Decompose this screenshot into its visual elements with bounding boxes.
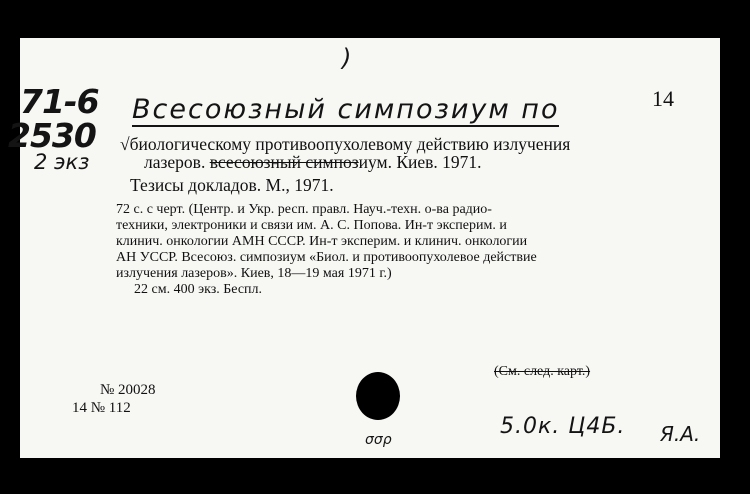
record-number-secondary: 14 № 112: [72, 400, 131, 416]
description-line2: техники, электроники и связи им. А. С. Попова. Ин-т эксперим. и: [116, 218, 507, 233]
shelf-mark-line1: 71-6: [20, 82, 99, 121]
catalog-card: [8, 38, 720, 458]
description-line1: 72 с. с черт. (Центр. и Укр. респ. правл. Науч.-техн. о-ва радио-: [116, 202, 492, 217]
title-line3: Тезисы докладов. М., 1971.: [130, 175, 334, 195]
description-line5: излучения лазеров». Киев, 18—19 мая 1971 г.): [116, 266, 392, 281]
shelf-mark-line2: 2530: [8, 116, 96, 155]
title-line2-struck: всесоюзный симпоз: [209, 152, 359, 172]
page-number: 14: [652, 86, 674, 111]
top-mark: ): [342, 44, 352, 72]
title-line2: [144, 152, 482, 173]
handwritten-heading: Всесоюзный симпозиум по: [132, 94, 560, 125]
description-line6: 22 см. 400 экз. Беспл.: [134, 282, 263, 297]
title-line2-b: иум. Киев. 1971.: [358, 152, 482, 172]
handwritten-initials: Я.А.: [660, 422, 701, 446]
description-line3: клинич. онкологии АМН СССР. Ин-т эксперим. и клинич. онкологии: [116, 234, 528, 249]
punch-hole: [356, 372, 400, 420]
description-line4: АН УССР. Всесоюз. симпозиум «Биол. и противоопухолевое действие: [116, 250, 537, 265]
tick-mark: σσρ: [365, 432, 392, 448]
title-line2-a: лазеров.: [144, 152, 206, 172]
copies-note: 2 экз: [34, 150, 90, 174]
title-line1: √биологическому противоопухолевому действию излучения: [120, 134, 571, 154]
record-number: № 20028: [100, 382, 156, 398]
handwritten-bottom-note: 5.0к. Ц4Б.: [500, 414, 626, 439]
see-next-card: (См. след. карт.): [494, 364, 591, 379]
